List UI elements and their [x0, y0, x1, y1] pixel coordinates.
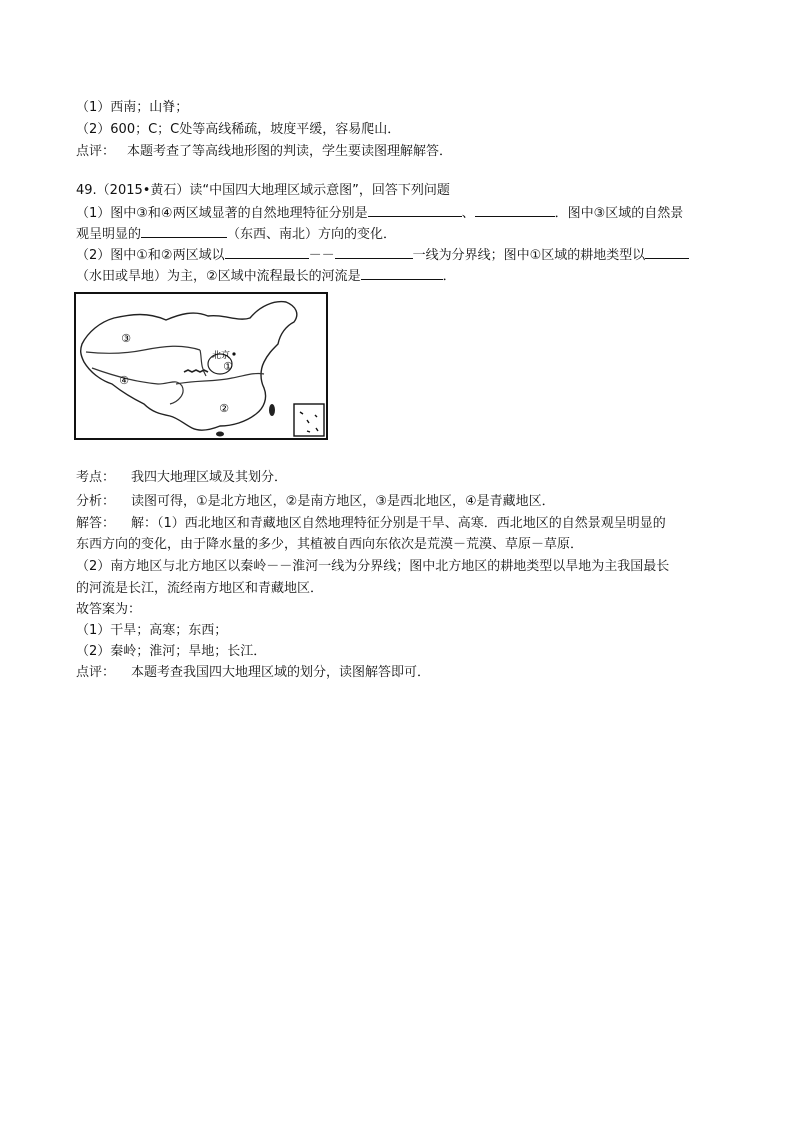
answer-blank[interactable]: [645, 244, 689, 259]
answer-blank[interactable]: [225, 244, 309, 259]
question-2-line-1: [76, 244, 689, 266]
jieda-line-3: （2）南方地区与北方地区以秦岭－－淮河一线为分界线；图中北方地区的耕地类型以旱地为主我国最长: [76, 559, 670, 574]
q2-end: ．: [442, 269, 456, 284]
region-label-2: ②: [219, 402, 229, 415]
prev-comment: [76, 142, 452, 162]
question-stem: 49.（2015•黄石）读“中国四大地理区域示意图”，回答下列问题: [76, 183, 450, 198]
answer-blank[interactable]: [368, 202, 462, 217]
kaodian-text: 我四大地理区域及其划分．: [131, 470, 288, 485]
china-regions-map: [74, 292, 328, 440]
question-1-line-1: [76, 202, 683, 224]
question-1-line-2: [76, 223, 396, 245]
q1-sep: 、: [461, 206, 475, 221]
answer-1: （1）干旱；高寒；东西；: [76, 623, 228, 638]
fenxi-label: 分析：: [76, 494, 116, 509]
answer-intro: 故答案为：: [76, 602, 142, 617]
q1-text-c: 观呈明显的: [76, 227, 142, 242]
q2-text-b: 一线为分界线；图中①区域的耕地类型以: [412, 248, 646, 263]
answer-2: （2）秦岭；淮河；旱地；长江．: [76, 644, 267, 659]
jieda-line-2: 东西方向的变化，由于降水量的多少，其植被自西向东依次是荒漠－荒漠、草原－草原．: [76, 537, 584, 552]
prev-answer-1: （1）西南；山脊；: [76, 100, 189, 115]
comment-text: 本题考查了等高线地形图的判读，学生要读图理解解答．: [127, 144, 453, 159]
taiwan-island: [269, 404, 275, 416]
region-label-3: ③: [121, 332, 131, 345]
question-2-line-2: [76, 265, 456, 287]
map-frame: [75, 293, 327, 439]
jieda-label: 解答：: [76, 516, 116, 531]
kaodian: [76, 468, 287, 488]
answer-blank[interactable]: [141, 223, 227, 238]
q2-text-c: （水田或旱地）为主，②区域中流程最长的河流是: [76, 269, 361, 284]
jieda: [76, 514, 666, 534]
final-comment: [76, 663, 430, 683]
answer-blank[interactable]: [335, 244, 413, 259]
comment-text: 本题考查我国四大地理区域的划分，读图解答即可．: [131, 665, 431, 680]
jieda-line-4: 的河流是长江，流经南方地区和青藏地区．: [76, 581, 324, 596]
beijing-label: 北京: [212, 351, 231, 361]
beijing-dot: [232, 352, 235, 355]
q2-text-a: （2）图中①和②两区域以: [76, 248, 225, 263]
region-label-1: ①: [223, 360, 233, 373]
answer-blank[interactable]: [361, 265, 443, 280]
answer-blank[interactable]: [475, 202, 555, 217]
prev-answer-2: （2）600；C；C处等高线稀疏，坡度平缓，容易爬山．: [76, 122, 401, 137]
jieda-text-1: 解：（1）西北地区和青藏地区自然地理特征分别是干旱、高寒．西北地区的自然景观呈明显的: [131, 516, 666, 531]
q1-text-b: ．图中③区域的自然景: [554, 206, 684, 221]
kaodian-label: 考点：: [76, 470, 116, 485]
fenxi: [76, 492, 555, 512]
fenxi-text: 读图可得，①是北方地区，②是南方地区，③是西北地区，④是青藏地区．: [131, 494, 555, 509]
q1-text-d: （东西、南北）方向的变化．: [227, 227, 397, 242]
comment-label: 点评：: [76, 665, 116, 680]
q2-dash: －－: [308, 248, 335, 263]
comment-label: 点评：: [76, 144, 116, 159]
region-label-4: ④: [119, 374, 129, 387]
hainan-island: [216, 432, 224, 437]
q1-text-a: （1）图中③和④两区域显著的自然地理特征分别是: [76, 206, 368, 221]
